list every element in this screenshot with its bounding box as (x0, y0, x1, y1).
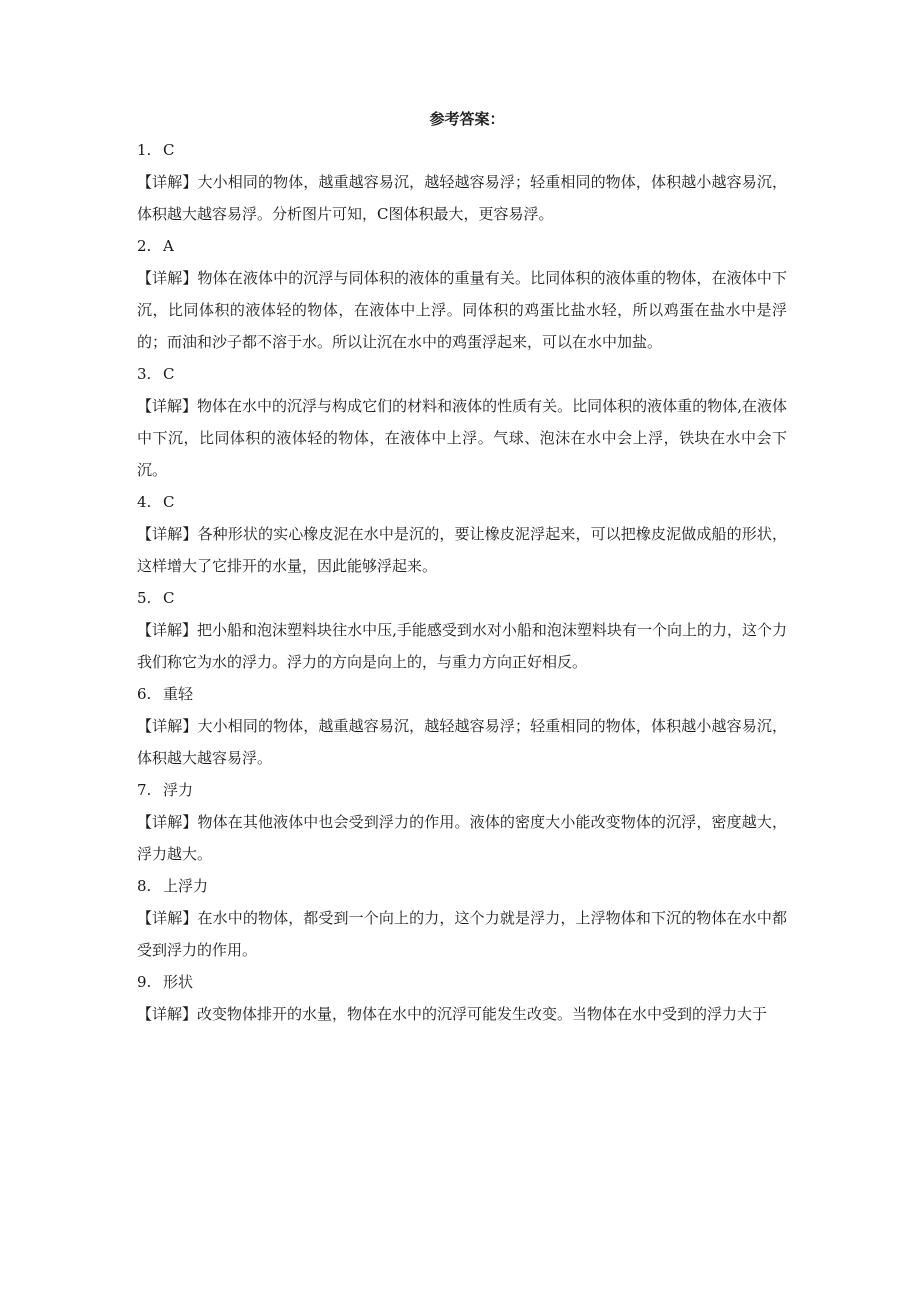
question-number: 2. (137, 237, 152, 255)
answer-explanation: 【详解】物体在水中的沉浮与构成它们的材料和液体的性质有关。比同体积的液体重的物体,在液体中下沉，比同体积的液体轻的物体，在液体中上浮。气球、泡沫在水中会上浮，铁块在水中会下沉。 (137, 397, 787, 479)
answer-item-8 (137, 870, 787, 966)
answer-value: 上浮力 (163, 877, 209, 895)
answer-item-6 (137, 678, 787, 774)
answer-explanation: 【详解】大小相同的物体，越重越容易沉，越轻越容易浮；轻重相同的物体，体积越小越容易沉，体积越大越容易浮。分析图片可知，C图体积最大，更容易浮。 (137, 173, 787, 223)
answer-explanation: 【详解】改变物体排开的水量，物体在水中的沉浮可能发生改变。当物体在水中受到的浮力大于 (137, 1005, 768, 1023)
answer-value: C (163, 365, 175, 383)
answer-explanation: 【详解】各种形状的实心橡皮泥在水中是沉的，要让橡皮泥浮起来，可以把橡皮泥做成船的形状，这样增大了它排开的水量，因此能够浮起来。 (137, 525, 787, 575)
answer-item-2 (137, 230, 787, 358)
page-title: 参考答案： (429, 110, 505, 128)
answer-item-3 (137, 358, 787, 486)
answer-value: 浮力 (163, 781, 194, 799)
answer-explanation: 【详解】把小船和泡沫塑料块往水中压,手能感受到水对小船和泡沫塑料块有一个向上的力，这个力我们称它为水的浮力。浮力的方向是向上的，与重力方向正好相反。 (137, 621, 787, 671)
answer-value: A (163, 237, 174, 255)
answer-explanation: 【详解】物体在其他液体中也会受到浮力的作用。液体的密度大小能改变物体的沉浮，密度越大，浮力越大。 (137, 813, 787, 863)
answer-value: 重轻 (163, 685, 194, 703)
answer-value: C (163, 493, 175, 511)
question-number: 6. (137, 685, 152, 703)
answer-item-4 (137, 486, 787, 582)
answer-value: 形状 (163, 973, 194, 991)
question-number: 1. (137, 141, 152, 159)
answer-item-9 (137, 966, 787, 1030)
answer-explanation: 【详解】大小相同的物体，越重越容易沉，越轻越容易浮；轻重相同的物体，体积越小越容易沉，体积越大越容易浮。 (137, 717, 787, 767)
question-number: 7. (137, 781, 152, 799)
question-number: 5. (137, 589, 152, 607)
question-number: 9. (137, 973, 152, 991)
answer-item-5 (137, 582, 787, 678)
answer-explanation: 【详解】物体在液体中的沉浮与同体积的液体的重量有关。比同体积的液体重的物体，在液体中下沉，比同体积的液体轻的物体，在液体中上浮。同体积的鸡蛋比盐水轻，所以鸡蛋在盐水中是浮的；而油和沙子都不溶于水。所以让沉在水中的鸡蛋浮起来，可以在水中加盐。 (137, 269, 787, 351)
question-number: 3. (137, 365, 152, 383)
question-number: 8. (137, 877, 152, 895)
question-number: 4. (137, 493, 152, 511)
answer-key-page (137, 104, 787, 1030)
answer-item-1 (137, 134, 787, 230)
answer-value: C (163, 589, 175, 607)
answer-value: C (163, 141, 175, 159)
answer-item-7 (137, 774, 787, 870)
answer-explanation: 【详解】在水中的物体，都受到一个向上的力，这个力就是浮力，上浮物体和下沉的物体在水中都受到浮力的作用。 (137, 909, 787, 959)
